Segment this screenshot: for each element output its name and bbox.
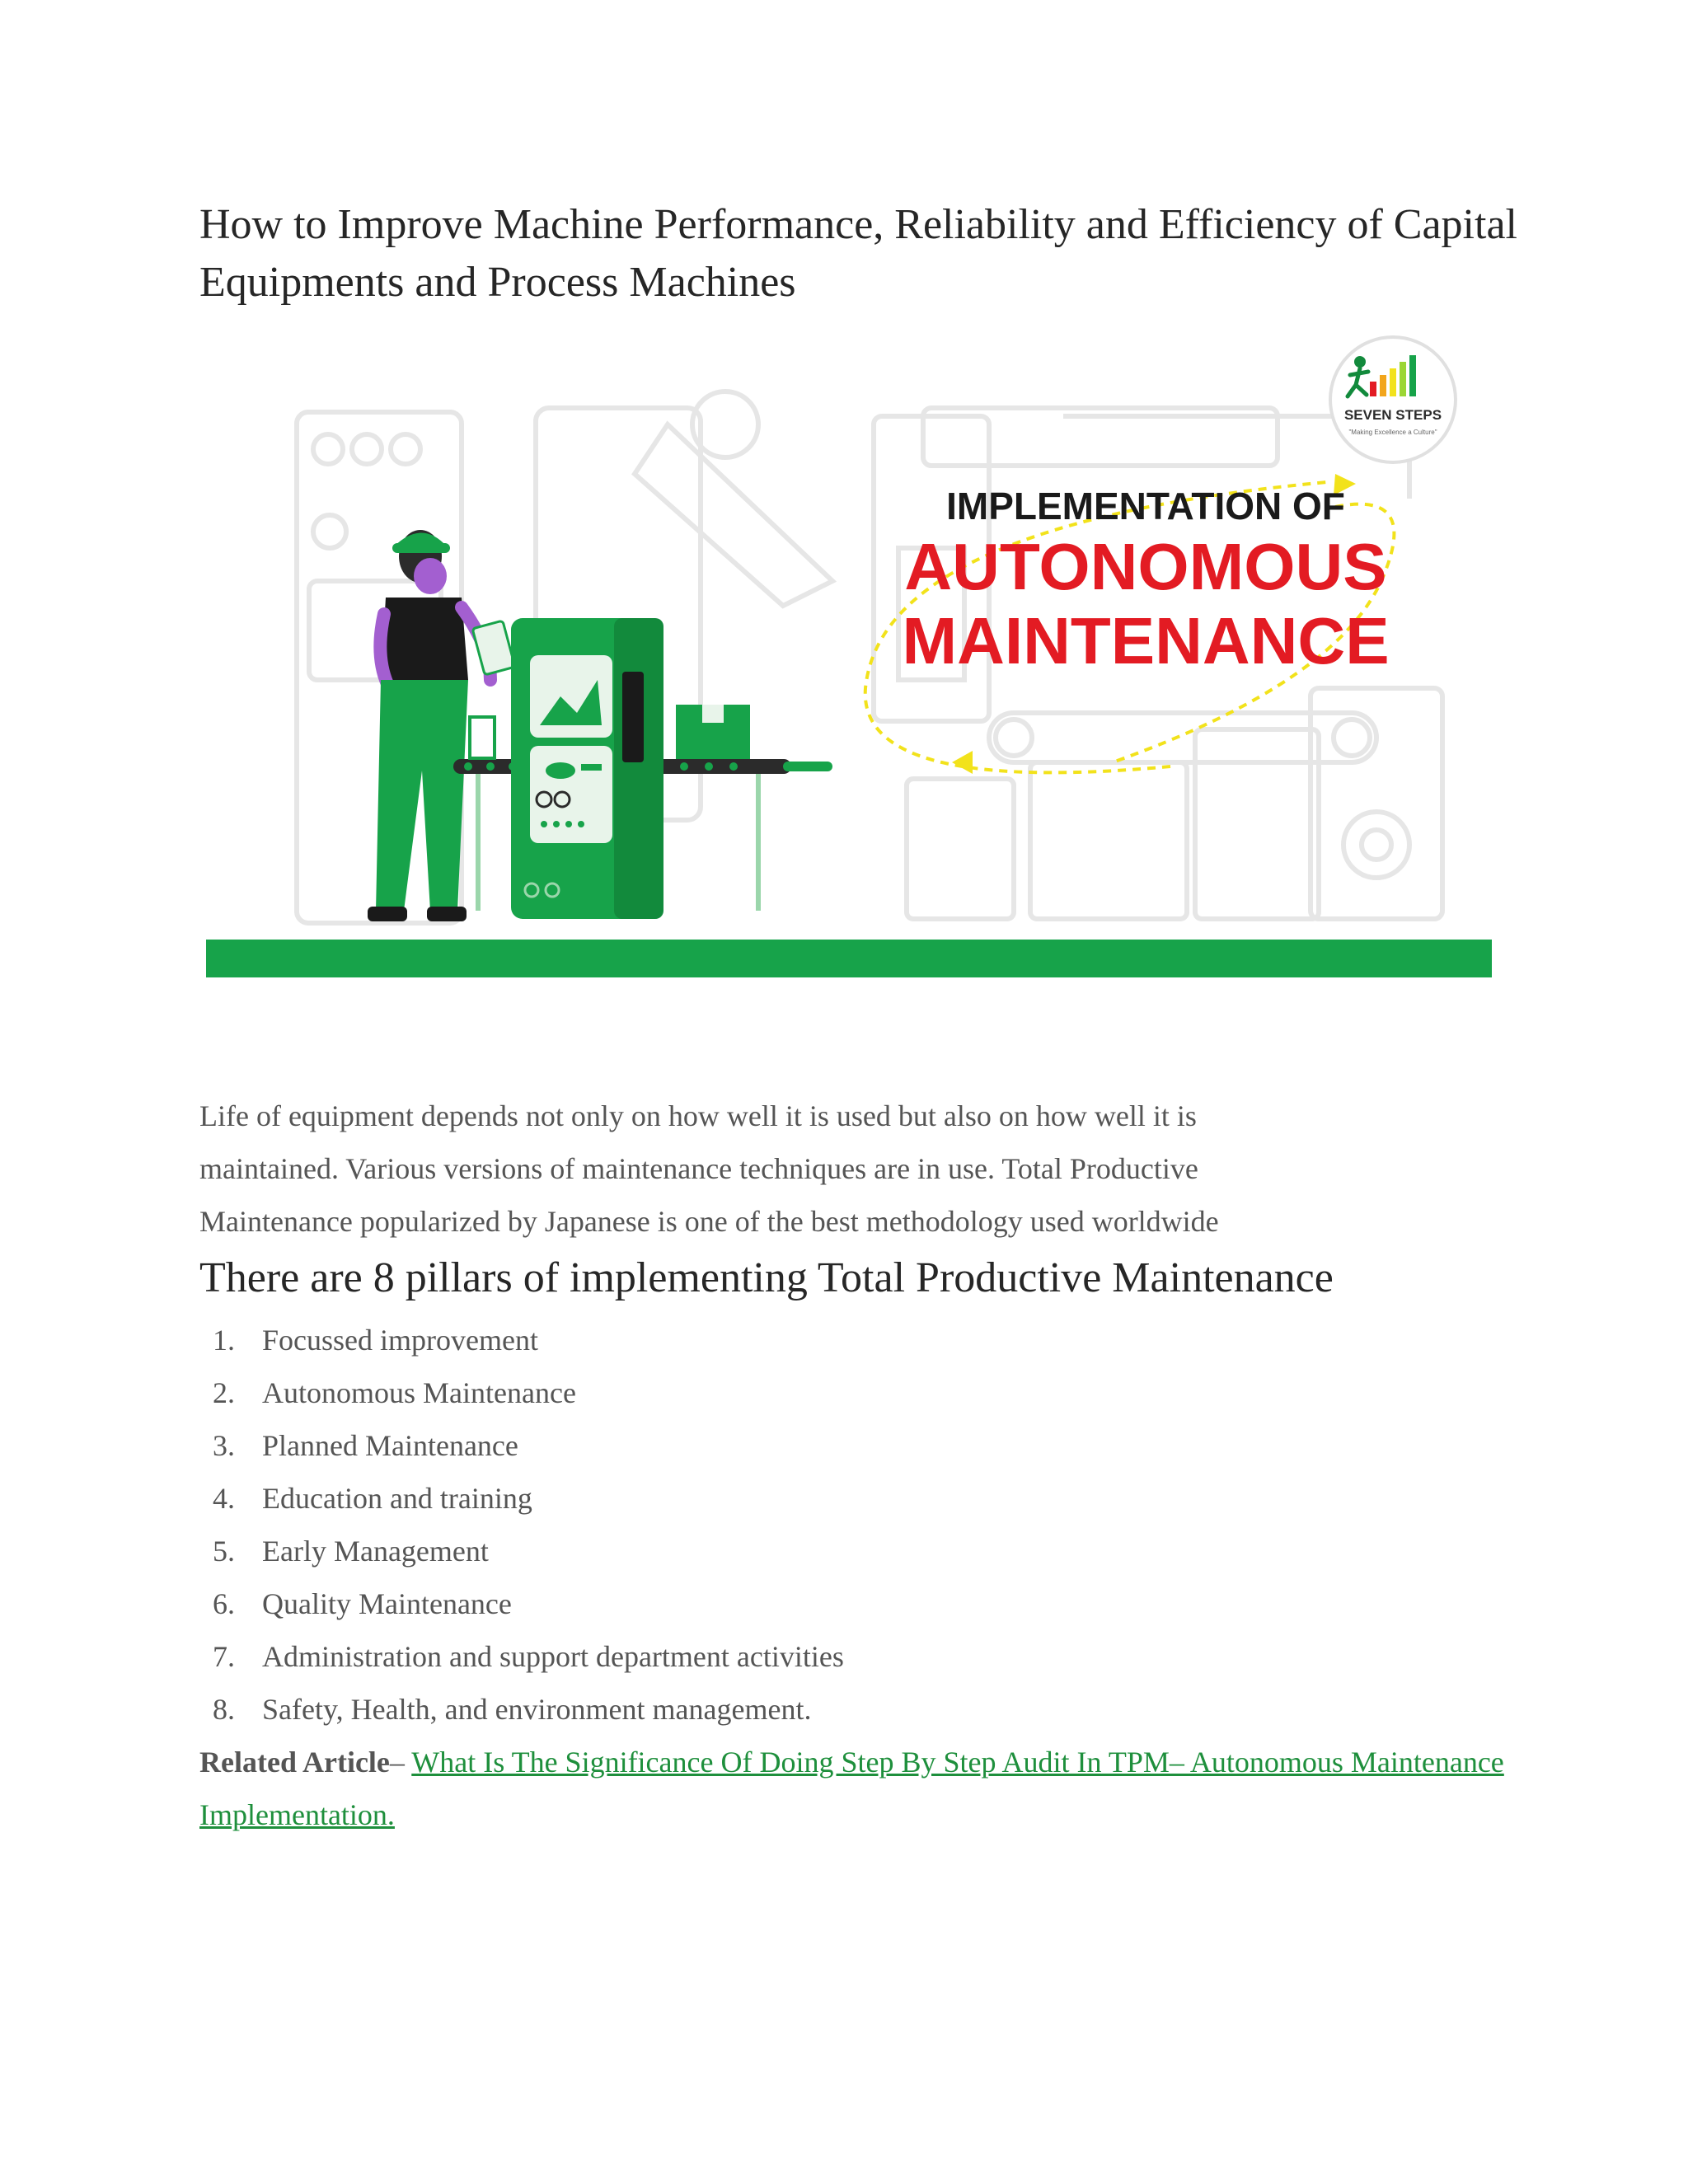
related-article <box>199 1736 1551 1841</box>
list-item: 6. Quality Maintenance <box>213 1587 512 1620</box>
arrow-head-icon <box>952 751 973 774</box>
list-item: 1. Focussed improvement <box>213 1324 538 1357</box>
banner-line-2: AUTONOMOUS <box>904 530 1387 603</box>
intro-line: Maintenance popularized by Japanese is one of the best methodology used worldwide <box>199 1205 1219 1238</box>
page-title: How to Improve Machine Performance, Reliability and Efficiency of Capital Equipments and Process Machines <box>199 201 1517 306</box>
logo-tagline: "Making Excellence a Culture" <box>1348 429 1437 436</box>
related-dash: – <box>389 1746 412 1779</box>
floor-bar <box>206 940 1492 977</box>
list-item: 3. Planned Maintenance <box>213 1429 518 1462</box>
banner-image <box>206 334 1492 993</box>
pillars-list <box>199 1314 844 1736</box>
autonomous-maintenance-illustration <box>206 334 1492 993</box>
intro-paragraph <box>199 1090 1518 1248</box>
related-article-link[interactable]: What Is The Significance Of Doing Step By Step Audit In TPM– Autonomous Maintenance Implementation. <box>199 1746 1504 1831</box>
banner-line-3: MAINTENANCE <box>902 604 1390 677</box>
logo-text: SEVEN STEPS <box>1343 407 1442 423</box>
list-item: 2. Autonomous Maintenance <box>213 1376 576 1409</box>
banner-line-1: IMPLEMENTATION OF <box>946 485 1345 527</box>
list-item: 5. Early Management <box>213 1535 489 1568</box>
related-article-label: Related Article <box>199 1746 390 1779</box>
pillars-heading: There are 8 pillars of implementing Total Productive Maintenance <box>199 1254 1334 1301</box>
list-item: 4. Education and training <box>213 1482 532 1515</box>
green-machine <box>511 618 663 919</box>
intro-line: maintained. Various versions of maintenance techniques are in use. Total Productive <box>199 1152 1198 1185</box>
list-item: 7. Administration and support department activities <box>213 1640 844 1673</box>
seven-steps-logo <box>1330 337 1456 462</box>
list-item: 8. Safety, Health, and environment management. <box>213 1693 812 1726</box>
intro-line: Life of equipment depends not only on how well it is used but also on how well it is <box>199 1099 1197 1132</box>
